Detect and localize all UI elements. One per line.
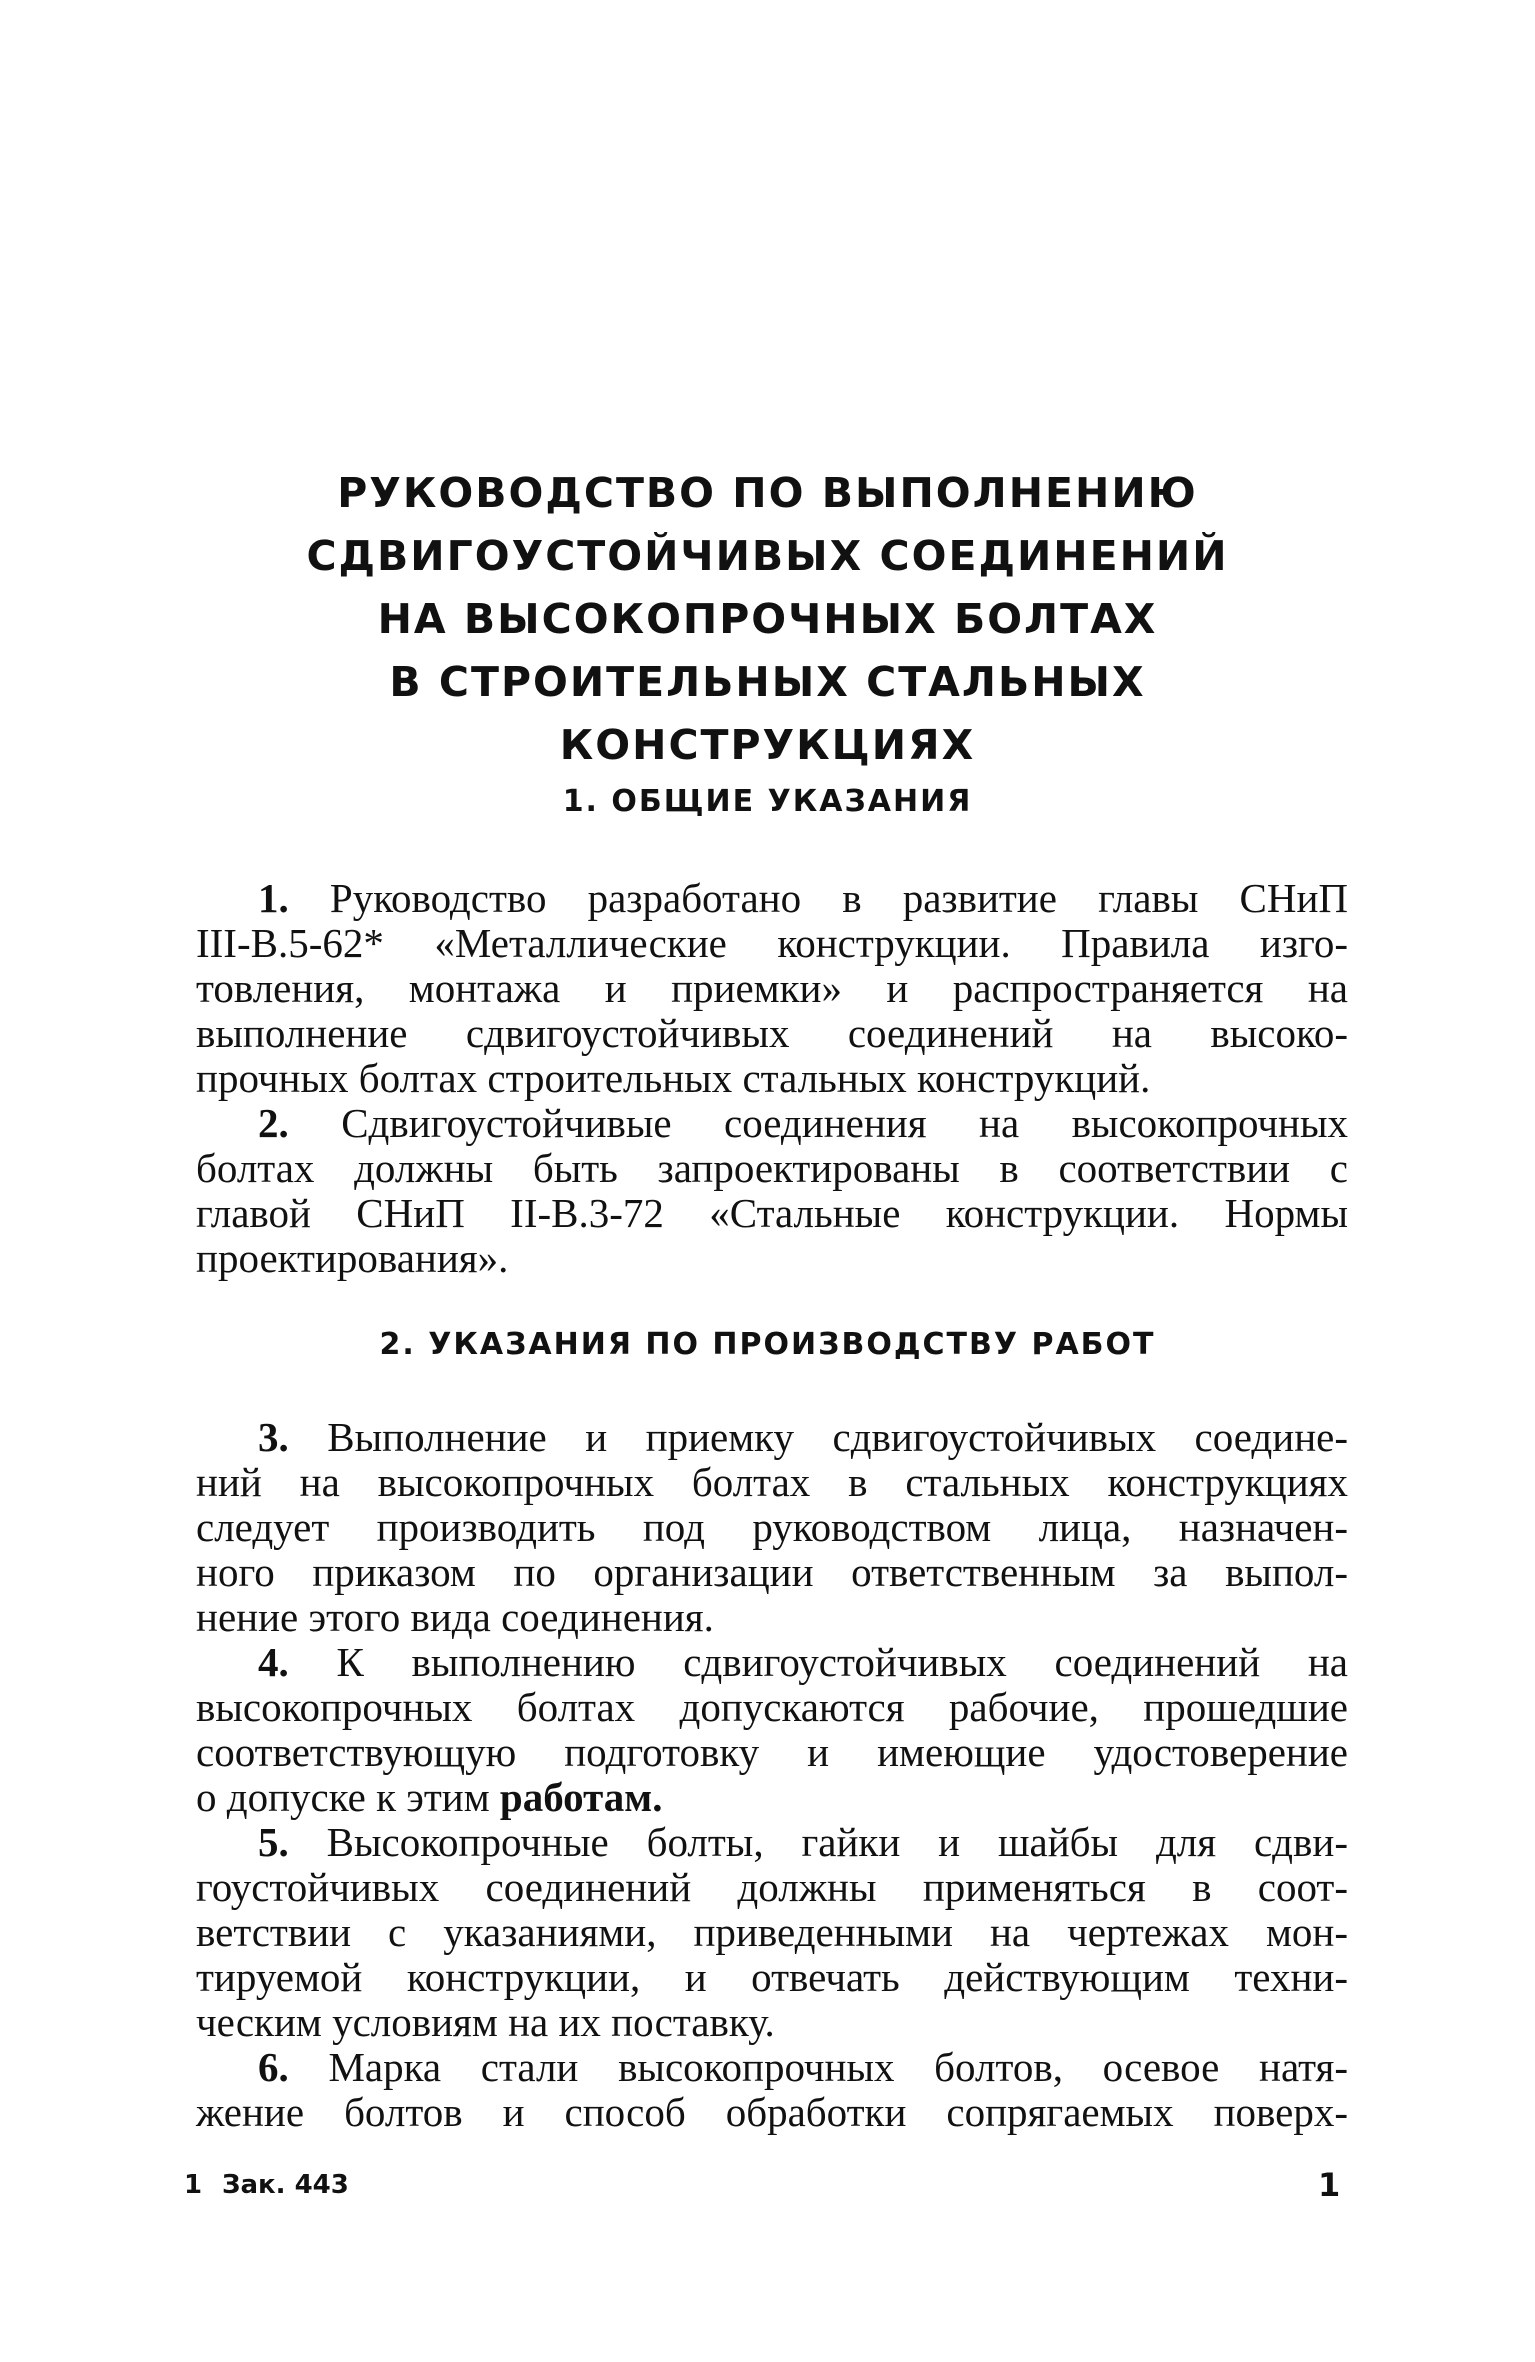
text-line bbox=[196, 1640, 1348, 1685]
text-line: главой СНиП II-В.3-72 «Стальные конструкции. Нормы bbox=[196, 1190, 1348, 1236]
text-line: следует производить под руководством лица, назначен- bbox=[196, 1504, 1348, 1550]
title-line: РУКОВОДСТВО ПО ВЫПОЛНЕНИЮ bbox=[337, 469, 1198, 517]
text-line: прочных болтах строительных стальных конструкций. bbox=[196, 1055, 1151, 1101]
paragraph-number: 6. bbox=[258, 2044, 289, 2090]
line-text: Выполнение и приемку сдвигоустойчивых соедине- bbox=[327, 1414, 1349, 1460]
document-title bbox=[200, 462, 1335, 777]
text-line: ветствии с указаниями, приведенными на чертежах мон- bbox=[196, 1909, 1348, 1955]
text-line bbox=[196, 2045, 1348, 2090]
paragraph-number: 3. bbox=[258, 1414, 289, 1460]
text-line: нение этого вида соединения. bbox=[196, 1594, 714, 1640]
paragraph-2 bbox=[196, 1101, 1348, 1281]
bold-word: работам. bbox=[499, 1774, 663, 1820]
paragraph-6 bbox=[196, 2045, 1348, 2135]
paragraph-5 bbox=[196, 1820, 1348, 2045]
line-text: К выполнению сдвигоустойчивых соединений на bbox=[336, 1639, 1348, 1685]
text-line bbox=[196, 1101, 1348, 1146]
section-works-body bbox=[196, 1415, 1348, 2135]
paragraph-number: 2. bbox=[258, 1100, 289, 1146]
paragraph-1 bbox=[196, 876, 1348, 1101]
paragraph-3 bbox=[196, 1415, 1348, 1640]
text-line: ческим условиям на их поставку. bbox=[196, 1999, 775, 2045]
text-line: товления, монтажа и приемки» и распространяется на bbox=[196, 965, 1348, 1011]
page-number: 1 bbox=[1318, 2166, 1341, 2204]
text-line bbox=[196, 876, 1348, 921]
paragraph-number: 5. bbox=[258, 1819, 289, 1865]
title-line: КОНСТРУКЦИЯХ bbox=[559, 721, 976, 769]
text-line: III-В.5-62* «Металлические конструкции. Правила изго- bbox=[196, 920, 1348, 966]
text-line: выполнение сдвигоустойчивых соединений на высоко- bbox=[196, 1010, 1348, 1056]
text-line: гоустойчивых соединений должны применяться в соот- bbox=[196, 1864, 1348, 1910]
title-line: НА ВЫСОКОПРОЧНЫХ БОЛТАХ bbox=[377, 595, 1158, 643]
line-text: Руководство разработано в развитие главы СНиП bbox=[329, 875, 1349, 921]
line-text: Марка стали высокопрочных болтов, осевое натя- bbox=[328, 2044, 1348, 2090]
signature-mark: 1 bbox=[184, 2170, 203, 2200]
text-line: ний на высокопрочных болтах в стальных конструкциях bbox=[196, 1459, 1348, 1505]
text-line: соответствующую подготовку и имеющие удостоверение bbox=[196, 1729, 1348, 1775]
text-line: проектирования». bbox=[196, 1235, 509, 1281]
text-line bbox=[196, 1820, 1348, 1865]
paragraph-number: 4. bbox=[258, 1639, 289, 1685]
text-line: ного приказом по организации ответственным за выпол- bbox=[196, 1549, 1348, 1595]
text-line bbox=[196, 1415, 1348, 1460]
text-line: жение болтов и способ обработки сопрягаемых поверх- bbox=[196, 2089, 1348, 2135]
section-heading-general: 1. ОБЩИЕ УКАЗАНИЯ bbox=[562, 784, 973, 819]
line-text: о допуске к этим bbox=[196, 1774, 500, 1820]
paragraph-number: 1. bbox=[258, 875, 289, 921]
paragraph-4 bbox=[196, 1640, 1348, 1820]
section-heading-works: 2. УКАЗАНИЯ ПО ПРОИЗВОДСТВУ РАБОТ bbox=[379, 1327, 1156, 1362]
text-line: тируемой конструкции, и отвечать действующим техни- bbox=[196, 1954, 1348, 2000]
line-text: Высокопрочные болты, гайки и шайбы для сдви- bbox=[326, 1819, 1348, 1865]
order-number: Зак. 443 bbox=[222, 2170, 349, 2200]
text-line: болтах должны быть запроектированы в соответствии с bbox=[196, 1145, 1348, 1191]
section-general-body bbox=[196, 876, 1348, 1281]
text-line bbox=[196, 1775, 1348, 1820]
title-line: СДВИГОУСТОЙЧИВЫХ СОЕДИНЕНИЙ bbox=[306, 532, 1229, 580]
text-line: высокопрочных болтах допускаются рабочие, прошедшие bbox=[196, 1684, 1348, 1730]
title-line: В СТРОИТЕЛЬНЫХ СТАЛЬНЫХ bbox=[389, 658, 1146, 706]
line-text: Сдвигоустойчивые соединения на высокопрочных bbox=[341, 1100, 1349, 1146]
